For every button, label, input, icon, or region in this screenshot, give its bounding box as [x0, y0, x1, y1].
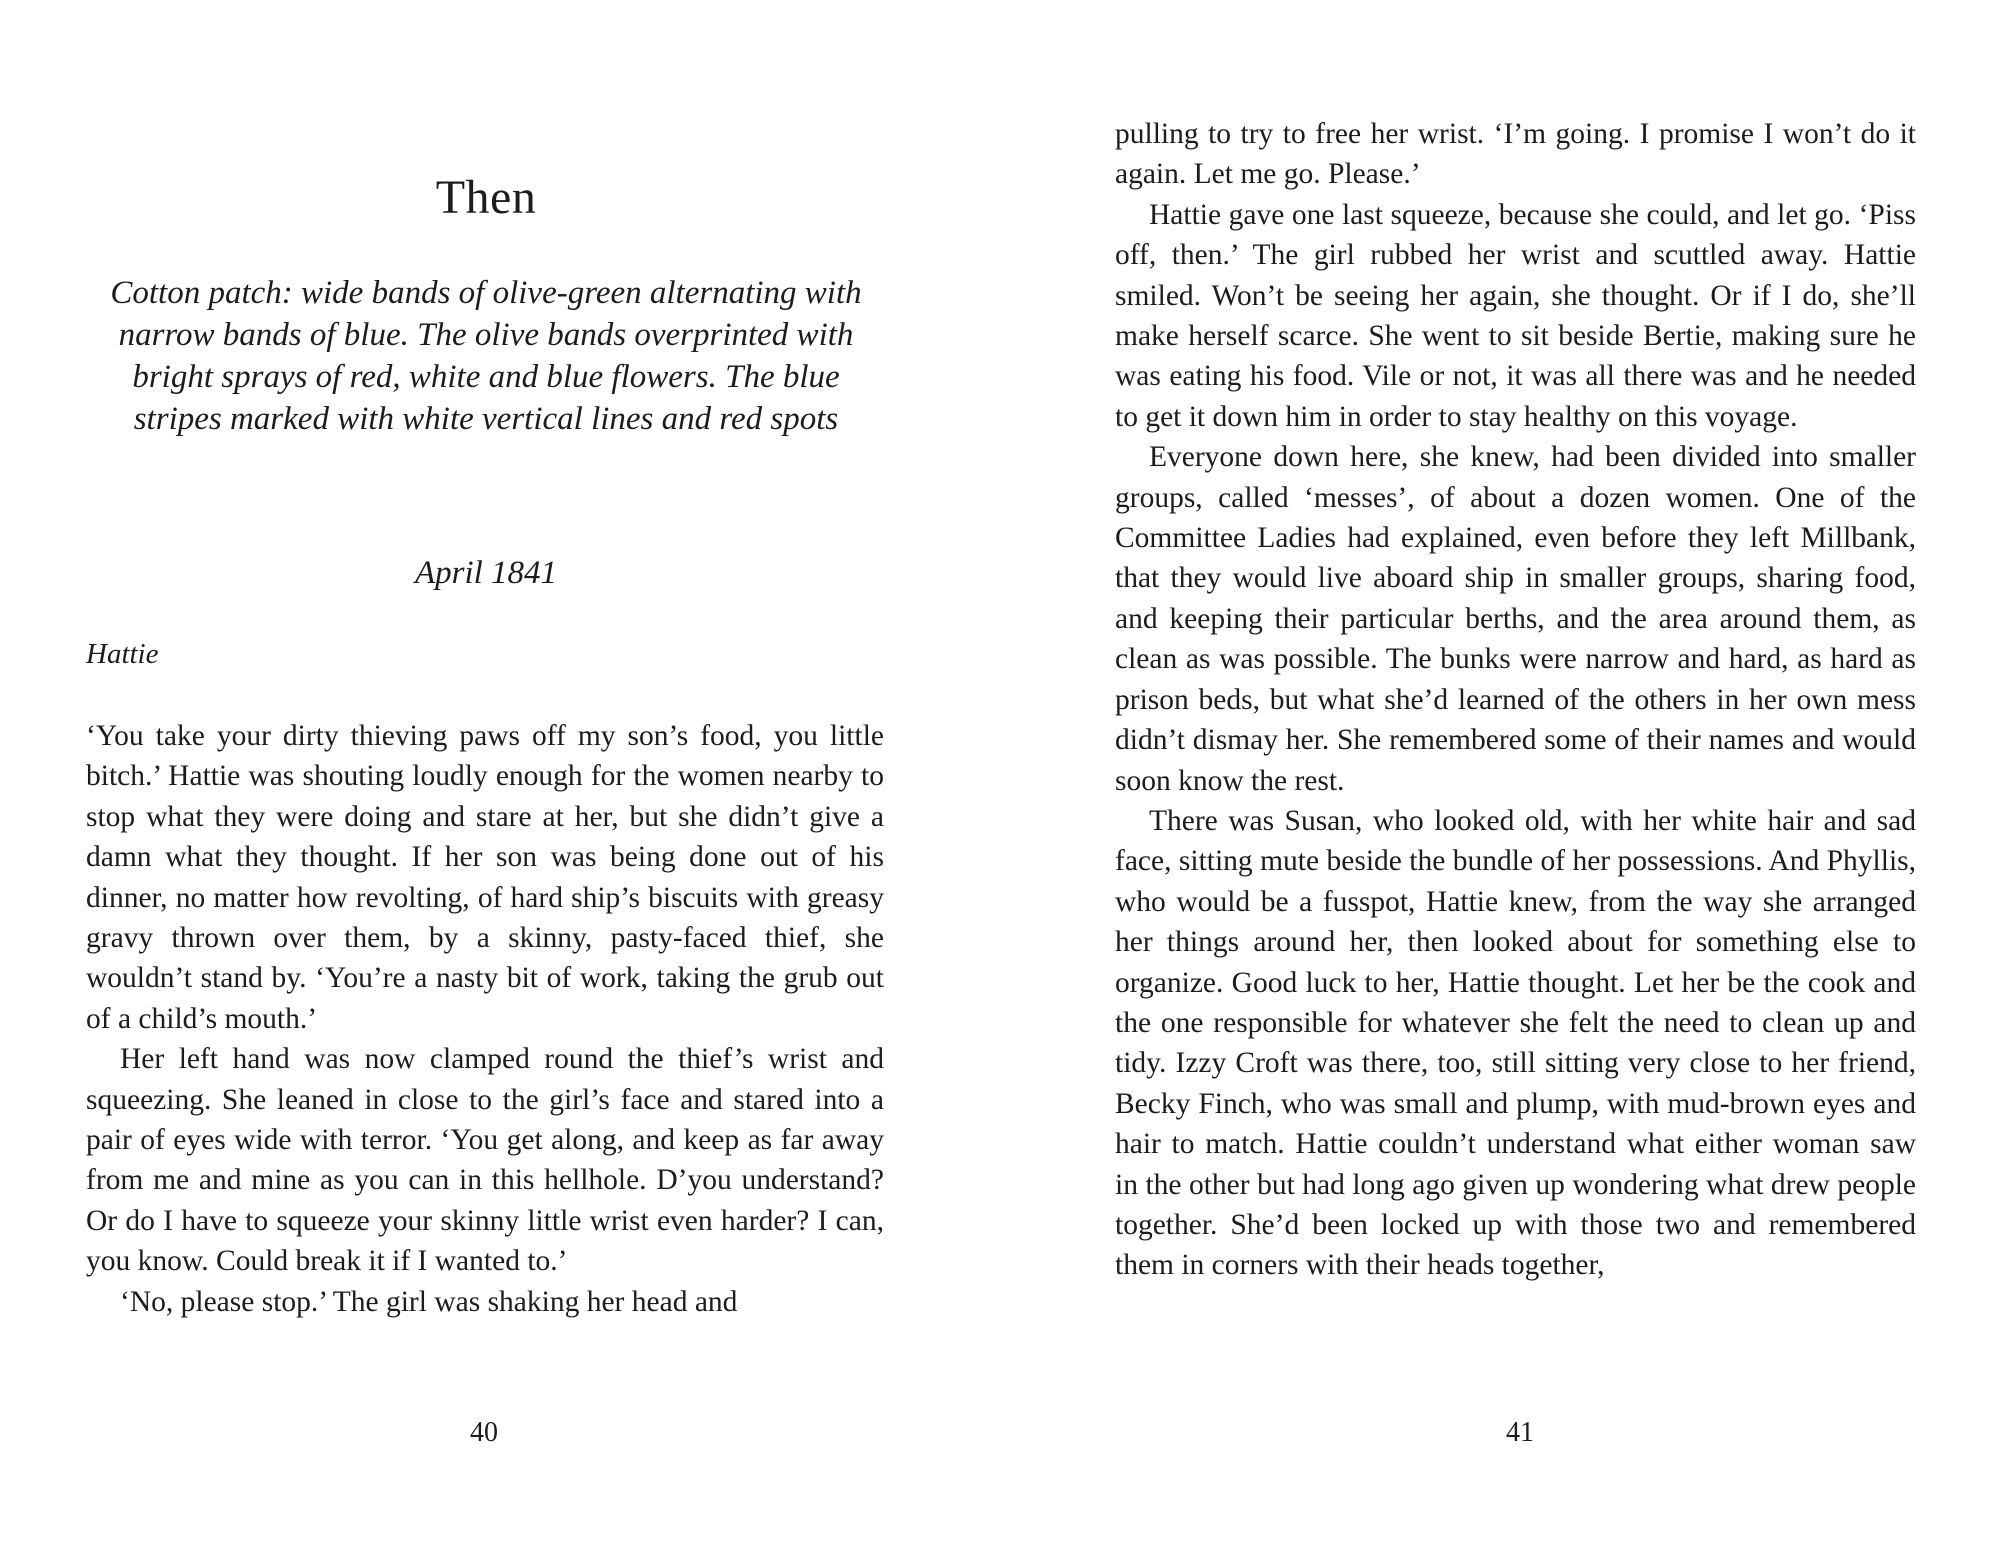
- epigraph: Cotton patch: wide bands of olive-green alternating with narrow bands of blue. The olive bands overprinted with bright sprays of red, white and blue flowers. The blue stripes marked with white vertical lines and red spots: [110, 275, 862, 437]
- date-heading: April 1841: [414, 555, 558, 591]
- paragraph: Everyone down here, she knew, had been divided into smaller groups, called ‘messes’, of about a dozen women. One of the Committee Ladies had explained, even before they left Millbank, that they would live aboard ship in smaller groups, sharing food, and keeping their particular berths, and the area around them, as clean as was possible. The bunks were narrow and hard, as hard as prison beds, but what she’d learned of the others in her own mess didn’t dismay her. She remembered some of their names and would soon know the rest.: [1115, 441, 1916, 797]
- right-page: [1000, 0, 2000, 1542]
- paragraph: Her left hand was now clamped round the thief’s wrist and squeezing. She leaned in close to the girl’s face and stared into a pair of eyes wide with terror. ‘You get along, and keep as far away from me and mine as you can in this hellhole. D’you understand? Or do I have to squeeze your skinny little wrist even harder? I can, you know. Could break it if I wanted to.’: [86, 1043, 884, 1278]
- pov-character-name: Hattie: [86, 638, 159, 670]
- chapter-title: Then: [435, 171, 537, 224]
- right-page-body: [1115, 114, 1916, 1286]
- paragraph: ‘You take your dirty thieving paws off my son’s food, you little bitch.’ Hattie was shouting loudly enough for the women nearby to stop what they were doing and stare at her, but she didn’t give a damn what they thought. If her son was being done out of his dinner, no matter how revolting, of hard ship’s biscuits with greasy gravy thrown over them, by a skinny, pasty-faced thief, she wouldn’t stand by. ‘You’re a nasty bit of work, taking the grub out of a child’s mouth.’: [86, 720, 884, 1035]
- paragraph: ‘No, please stop.’ The girl was shaking her head and: [120, 1285, 738, 1318]
- left-page-body: [86, 716, 884, 1322]
- page-number: 40: [470, 1417, 498, 1448]
- paragraph: pulling to try to free her wrist. ‘I’m going. I promise I won’t do it again. Let me go. Please.’: [1115, 118, 1916, 191]
- page-number: 41: [1506, 1417, 1534, 1448]
- paragraph: Hattie gave one last squeeze, because she could, and let go. ‘Piss off, then.’ The girl rubbed her wrist and scuttled away. Hattie smiled. Won’t be seeing her again, she thought. Or if I do, she’ll make herself scarce. She went to sit beside Bertie, making sure he was eating his food. Vile or not, it was all there was and he needed to get it down him in order to stay healthy on this voyage.: [1115, 198, 1916, 433]
- paragraph: There was Susan, who looked old, with her white hair and sad face, sitting mute beside the bundle of her possessions. And Phyllis, who would be a fusspot, Hattie knew, from the way she arranged her things around her, then looked about for something else to organize. Good luck to her, Hattie thought. Let her be the cook and the one responsible for whatever she felt the need to clean up and tidy. Izzy Croft was there, too, still sitting very close to her friend, Becky Finch, who was small and plump, with mud-brown eyes and hair to match. Hattie couldn’t understand what either woman saw in the other but had long ago given up wondering what drew people together. She’d been locked up with those two and remembered them in corners with their heads together,: [1115, 804, 1916, 1282]
